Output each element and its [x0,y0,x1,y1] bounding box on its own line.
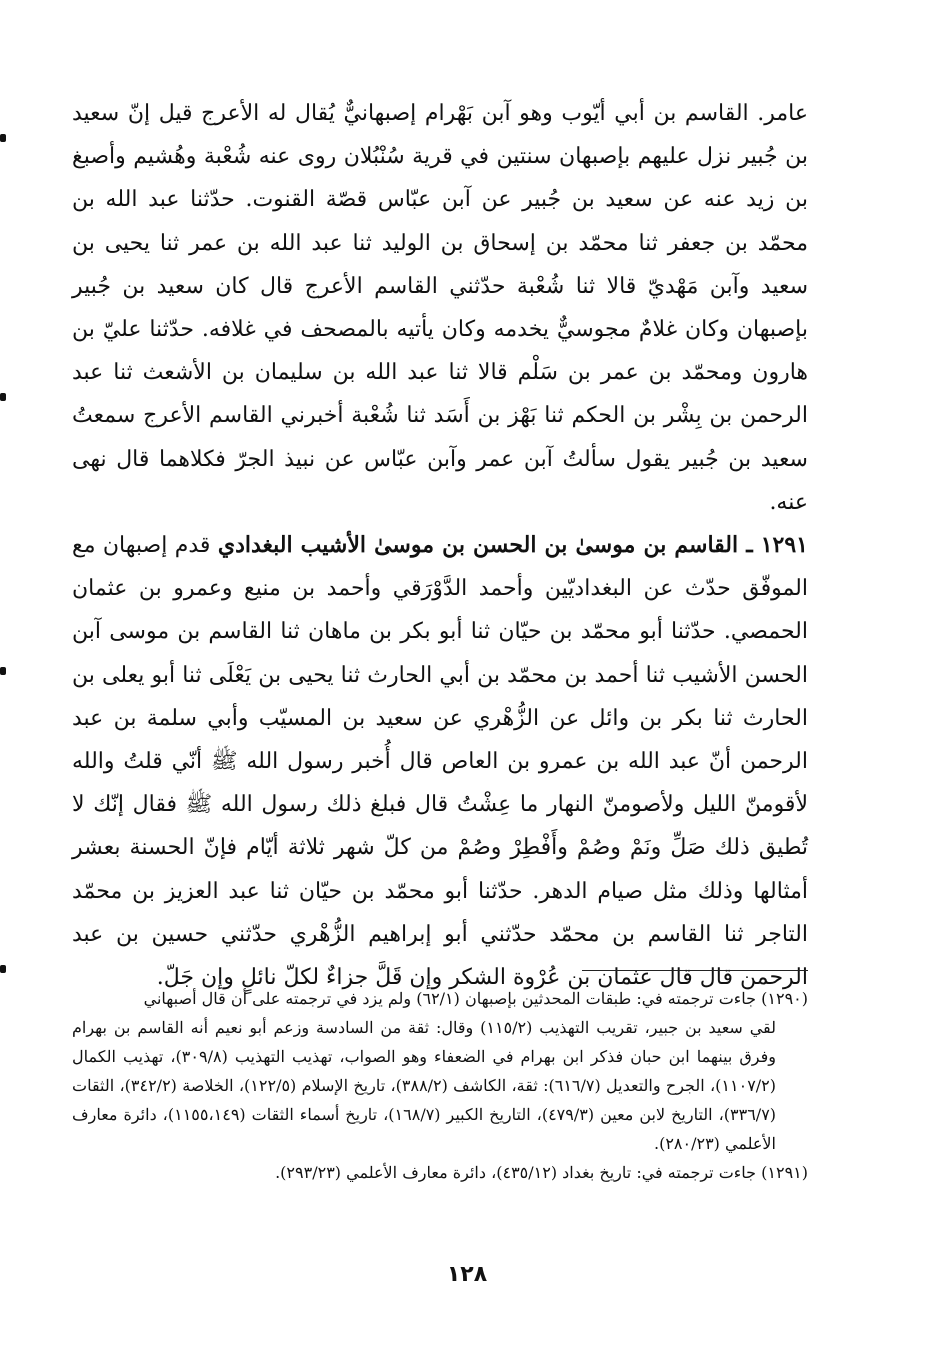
footnote-separator [582,970,808,971]
entry-1291 [72,524,808,999]
footnote-1290-continuation: لقي سعيد بن جبير، تقريب التهذيب (١١٥/٢) وقال: ثقة من السادسة وزعم أبو نعيم أنه القاسم بن بهرام وفرق بينهما ابن حبان فذكر ابن بهرام في الضعفاء وهو الصواب، تهذيب التهذيب (٣٠٩/٨)، تهذيب الكمال (١١٠٧/٢)، الجرح والتعديل (٦١٦/٧): ثقة، الكاشف (٣٨٨/٢)، تاريخ الإسلام (١٢٢/٥)، الخلاصة (٣٤٢/٢)، الثقات (٣٣٦/٧)، التاريخ لابن معين (٤٧٩/٣)، التاريخ الكبير (١٦٨/٧)، تاريخ أسماء الثقات (١١٥٥،١٤٩)، دائرة معارف الأعلمي (٢٨٠/٢٣). [72,1018,777,1153]
footnote-1291: (١٢٩١) جاءت ترجمته في: تاريخ بغداد (٤٣٥/١٢)، دائرة معارف الأعلمي (٢٩٣/٢٣). [275,1163,808,1182]
footnote-1290-first-line: (١٢٩٠) جاءت ترجمته في: طبقات المحدثين بإصبهان (٦٢/١) ولم يزد في ترجمته على أن قال أصبهاني [143,989,808,1008]
entry-1291-heading: ١٢٩١ ـ القاسم بن موسىٰ بن الحسن بن موسىٰ الأشيب البغدادي [217,532,808,559]
binding-mark [0,667,6,675]
main-text-block [72,92,808,999]
entry-1291-body: قدم إصبهان مع الموفّق حدّث عن البغداديّين وأحمد الدَّوْرَقي وأحمد بن منيع وعمرو بن عثمان الحمصي. حدّثنا أبو محمّد بن حيّان ثنا أبو بكر بن ماهان ثنا القاسم بن موسى آبن الحسن الأشيب ثنا أحمد بن محمّد بن أبي الحارث ثنا يحيى بن يَعْلَى ثنا أبو يعلى بن الحارث ثنا بكر بن وائل عن الزُّهْري عن سعيد بن المسيّب وأبي سلمة بن عبد الرحمن أنّ عبد الله بن عمرو بن العاص قال أُخبر رسول الله ﷺ أنّي قلتُ والله لأقومنّ الليل ولأصومنّ النهار ما عِشْتُ قال فبلغ ذلك رسول الله ﷺ فقال إنّك لا تُطيق ذلك صَلِّ ونَمْ وصُمْ وأَفْطِرْ وصُمْ من كلّ شهر ثلاثة أيّام فإنّ الحسنة بعشر أمثالها وذلك مثل صيام الدهر. حدّثنا أبو محمّد بن حيّان ثنا عبد العزيز بن محمّد التاجر ثنا القاسم بن محمّد حدّثني أبو إبراهيم الزُّهْري حدّثني حسين بن عبد الرحمن قال قال عثمان بن عُرْوة الشكر وإن قَلَّ جزاءٌ لكلّ نائلٍ وإن جَلّ. [72,533,808,991]
page-number: ١٢٨ [446,1262,488,1287]
footnotes-block [72,984,808,1187]
binding-mark [0,134,6,142]
entry-1290-continuation: عامر. القاسم بن أبي أيّوب وهو آبن بَهْرام إصبهانيٌّ يُقال له الأعرج قيل إنّ سعيد بن جُبير نزل عليهم بإصبهان سنتين في قرية سُنْبُلان روى عنه شُعْبة وهُشيم وأصبغ بن زيد عنه عن سعيد بن جُبير عن آبن عبّاس قصّة القنوت. حدّثنا عبد الله بن محمّد بن جعفر ثنا محمّد بن إسحاق بن الوليد ثنا عبد الله بن عمر ثنا يحيى بن سعيد وآبن مَهْديّ قالا ثنا شُعْبة حدّثني القاسم الأعرج قال كان سعيد بن جُبير بإصبهان وكان غلامٌ مجوسيٌّ يخدمه وكان يأتيه بالمصحف في غلافه. حدّثنا عليّ بن هارون ومحمّد بن عمر بن سَلْم قالا ثنا عبد الله بن سليمان بن الأشعث ثنا عبد الرحمن بن بِشْر بن الحكم ثنا بَهْز بن أَسَد ثنا شُعْبة أخبرني القاسم الأعرج سمعتُ سعيد بن جُبير يقول سألتُ آبن عمر وآبن عبّاس عن نبيذ الجرّ فكلاهما قال نهى عنه. [72,101,809,515]
binding-mark [0,965,6,973]
binding-mark [0,393,6,401]
